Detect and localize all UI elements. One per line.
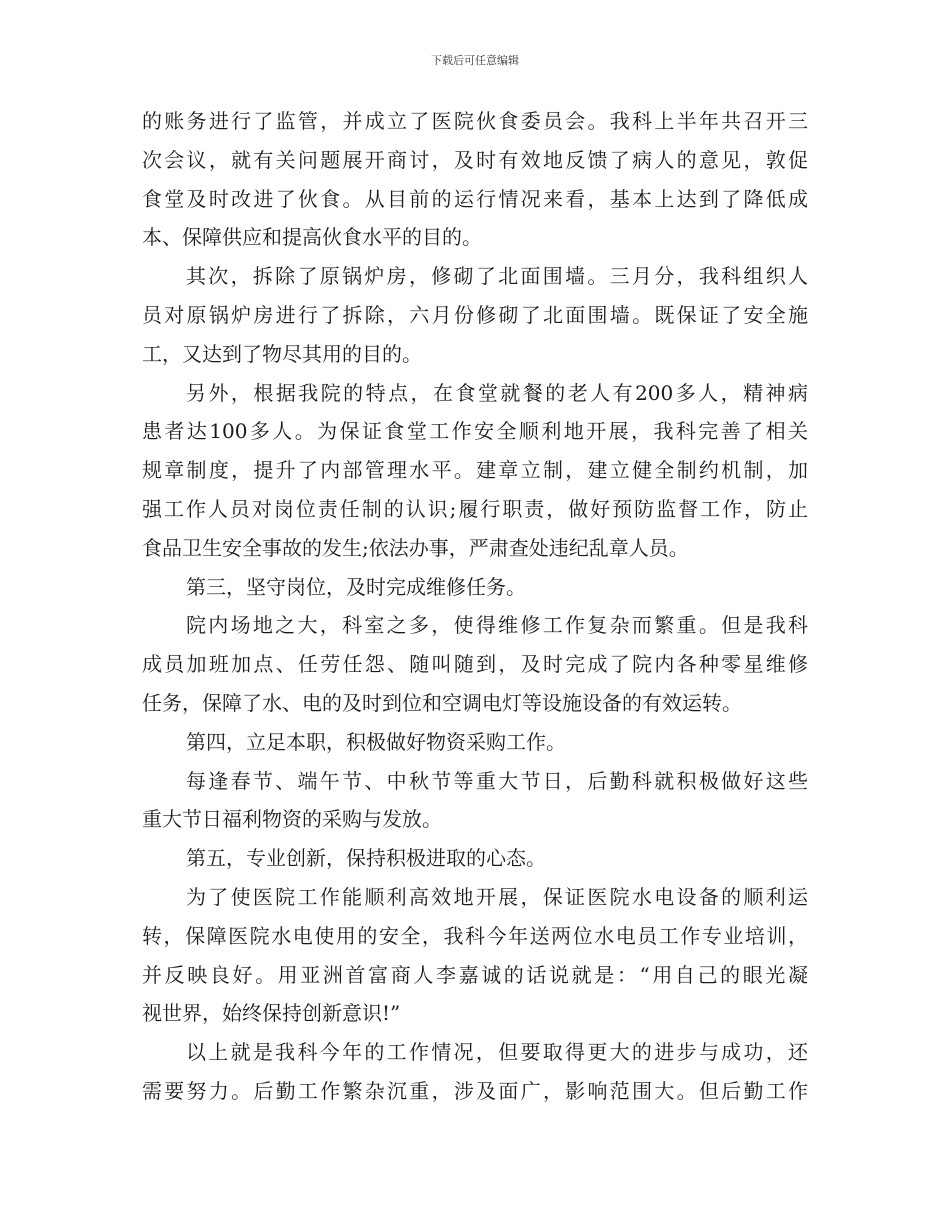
text-line: 需要努力。后勤工作繁杂沉重，涉及面广，影响范围大。但后勤工作 bbox=[142, 1078, 808, 1103]
text-line: 并反映良好。用亚洲首富商人李嘉诚的话说就是：“用自己的眼光凝 bbox=[142, 962, 808, 987]
text-line: 转，保障医院水电使用的安全，我科今年送两位水电员工作专业培训， bbox=[142, 923, 808, 948]
text-line: 次会议，就有关问题展开商讨，及时有效地反馈了病人的意见，敦促 bbox=[142, 147, 808, 172]
text-line: 第四，立足本职，积极做好物资采购工作。 bbox=[186, 729, 566, 754]
text-line: 重大节日福利物资的采购与发放。 bbox=[142, 807, 442, 832]
text-line: 食堂及时改进了伙食。从目前的运行情况来看，基本上达到了降低成 bbox=[142, 186, 808, 211]
text-line: 的账务进行了监管，并成立了医院伙食委员会。我科上半年共召开三 bbox=[142, 109, 808, 133]
text-line: 员对原锅炉房进行了拆除，六月份修砌了北面围墙。既保证了安全施 bbox=[142, 302, 808, 327]
page-header: 下载后可任意编辑 bbox=[431, 54, 519, 67]
text-line: 视世界，始终保持创新意识!” bbox=[142, 1001, 401, 1026]
text-line: 食品卫生安全事故的发生;依法办事，严肃查处违纪乱章人员。 bbox=[142, 535, 689, 560]
text-line: 工，又达到了物尽其用的目的。 bbox=[142, 341, 422, 366]
text-line: 以上就是我科今年的工作情况，但要取得更大的进步与成功，还 bbox=[186, 1040, 808, 1065]
text-line: 另外，根据我院的特点，在食堂就餐的老人有200多人，精神病 bbox=[186, 380, 808, 405]
text-line: 强工作人员对岗位责任制的认识;履行职责，做好预防监督工作，防止 bbox=[142, 496, 808, 521]
text-line: 第三，坚守岗位，及时完成维修任务。 bbox=[186, 574, 526, 599]
text-line: 成员加班加点、任劳任怨、随叫随到，及时完成了院内各种零星维修 bbox=[142, 652, 808, 677]
text-line: 患者达100多人。为保证食堂工作安全顺利地开展，我科完善了相关 bbox=[142, 419, 808, 444]
text-line: 每逢春节、端午节、中秋节等重大节日，后勤科就积极做好这些 bbox=[186, 768, 808, 793]
text-line: 本、保障供应和提高伙食水平的目的。 bbox=[142, 225, 482, 250]
document-body bbox=[142, 102, 808, 1111]
text-line: 院内场地之大，科室之多，使得维修工作复杂而繁重。但是我科 bbox=[186, 613, 808, 638]
text-line: 其次，拆除了原锅炉房，修砌了北面围墙。三月分，我科组织人 bbox=[186, 264, 808, 289]
text-line: 第五，专业创新，保持积极进取的心态。 bbox=[186, 846, 546, 871]
text-line: 为了使医院工作能顺利高效地开展，保证医院水电设备的顺利运 bbox=[186, 884, 808, 909]
text-line: 规章制度，提升了内部管理水平。建章立制，建立健全制约机制，加 bbox=[142, 458, 808, 483]
text-line: 任务，保障了水、电的及时到位和空调电灯等设施设备的有效运转。 bbox=[142, 690, 742, 715]
